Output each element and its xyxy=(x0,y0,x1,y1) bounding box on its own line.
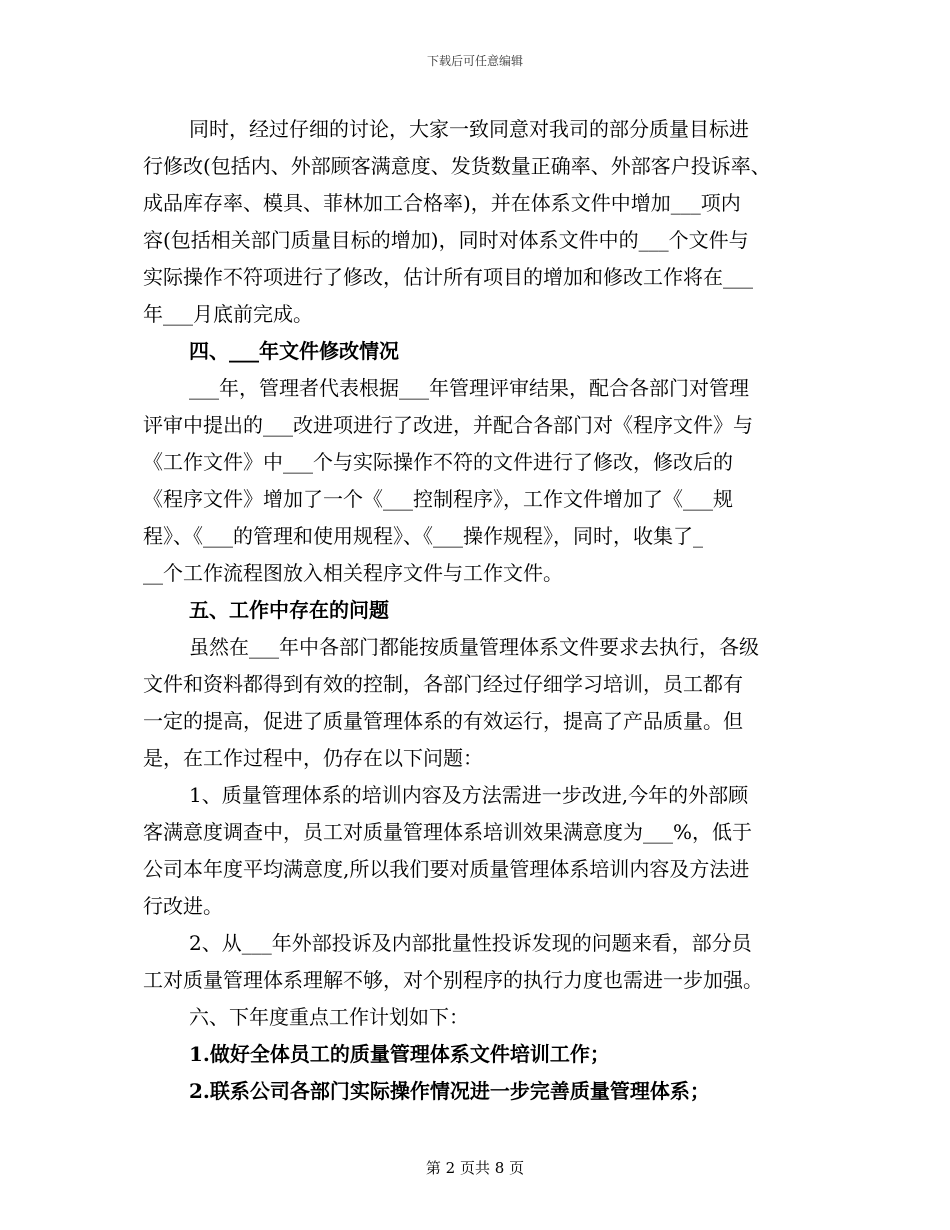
paragraph-line: 公司本年度平均满意度,所以我们要对质量管理体系培训内容及方法进 xyxy=(143,857,750,881)
paragraph-line: 行改进。 xyxy=(143,894,223,918)
section-heading: 六、下年度重点工作计划如下： xyxy=(189,1005,469,1029)
paragraph-line: 评审中提出的___改进项进行了改进，并配合各部门对《程序文件》与 xyxy=(143,413,753,437)
paragraph-line: 年___月底前完成。 xyxy=(143,302,313,326)
paragraph-line: 程》、《___的管理和使用规程》、《___操作规程》，同时，收集了_ xyxy=(143,524,703,548)
paragraph-line: 《程序文件》增加了一个《___控制程序》，工作文件增加了《___规 xyxy=(143,487,733,511)
section-heading: 四、___年文件修改情况 xyxy=(189,339,399,363)
paragraph-line: ___年，管理者代表根据___年管理评审结果，配合各部门对管理 xyxy=(189,376,749,400)
paragraph-line: 1、质量管理体系的培训内容及方法需进一步改进,今年的外部顾 xyxy=(189,783,749,807)
paragraph-line: 是，在工作过程中，仍存在以下问题： xyxy=(143,746,483,770)
paragraph-line: 文件和资料都得到有效的控制，各部门经过仔细学习培训，员工都有 xyxy=(143,672,743,696)
section-heading: 五、工作中存在的问题 xyxy=(189,598,389,622)
plan-item: 1.做好全体员工的质量管理体系文件培训工作； xyxy=(189,1042,610,1066)
paragraph-line: __个工作流程图放入相关程序文件与工作文件。 xyxy=(143,561,563,585)
paragraph-line: 实际操作不符项进行了修改，估计所有项目的增加和修改工作将在___ xyxy=(143,265,753,289)
paragraph-line: 虽然在___年中各部门都能按质量管理体系文件要求去执行，各级 xyxy=(189,635,759,659)
paragraph-line: 客满意度调查中，员工对质量管理体系培训效果满意度为___%，低于 xyxy=(143,820,753,844)
page-header: 下载后可任意编辑 xyxy=(426,54,523,68)
paragraph-line: 成品库存率、模具、菲林加工合格率)，并在体系文件中增加___项内 xyxy=(143,191,741,215)
paragraph-line: 同时，经过仔细的讨论，大家一致同意对我司的部分质量目标进 xyxy=(189,117,749,141)
paragraph-line: 容(包括相关部门质量目标的增加)，同时对体系文件中的___个文件与 xyxy=(143,228,749,252)
paragraph-line: 2、从___年外部投诉及内部批量性投诉发现的问题来看，部分员 xyxy=(189,931,752,955)
plan-item: 2.联系公司各部门实际操作情况进一步完善质量管理体系； xyxy=(189,1079,710,1103)
document-body xyxy=(143,111,803,1110)
paragraph-line: 一定的提高，促进了质量管理体系的有效运行，提高了产品质量。但 xyxy=(143,709,743,733)
page-footer: 第 2 页共 8 页 xyxy=(425,1159,525,1177)
paragraph-line: 行修改(包括内、外部顾客满意度、发货数量正确率、外部客户投诉率、 xyxy=(143,154,771,178)
paragraph-line: 工对质量管理体系理解不够，对个别程序的执行力度也需进一步加强。 xyxy=(143,968,763,992)
paragraph-line: 《工作文件》中___个与实际操作不符的文件进行了修改，修改后的 xyxy=(143,450,733,474)
